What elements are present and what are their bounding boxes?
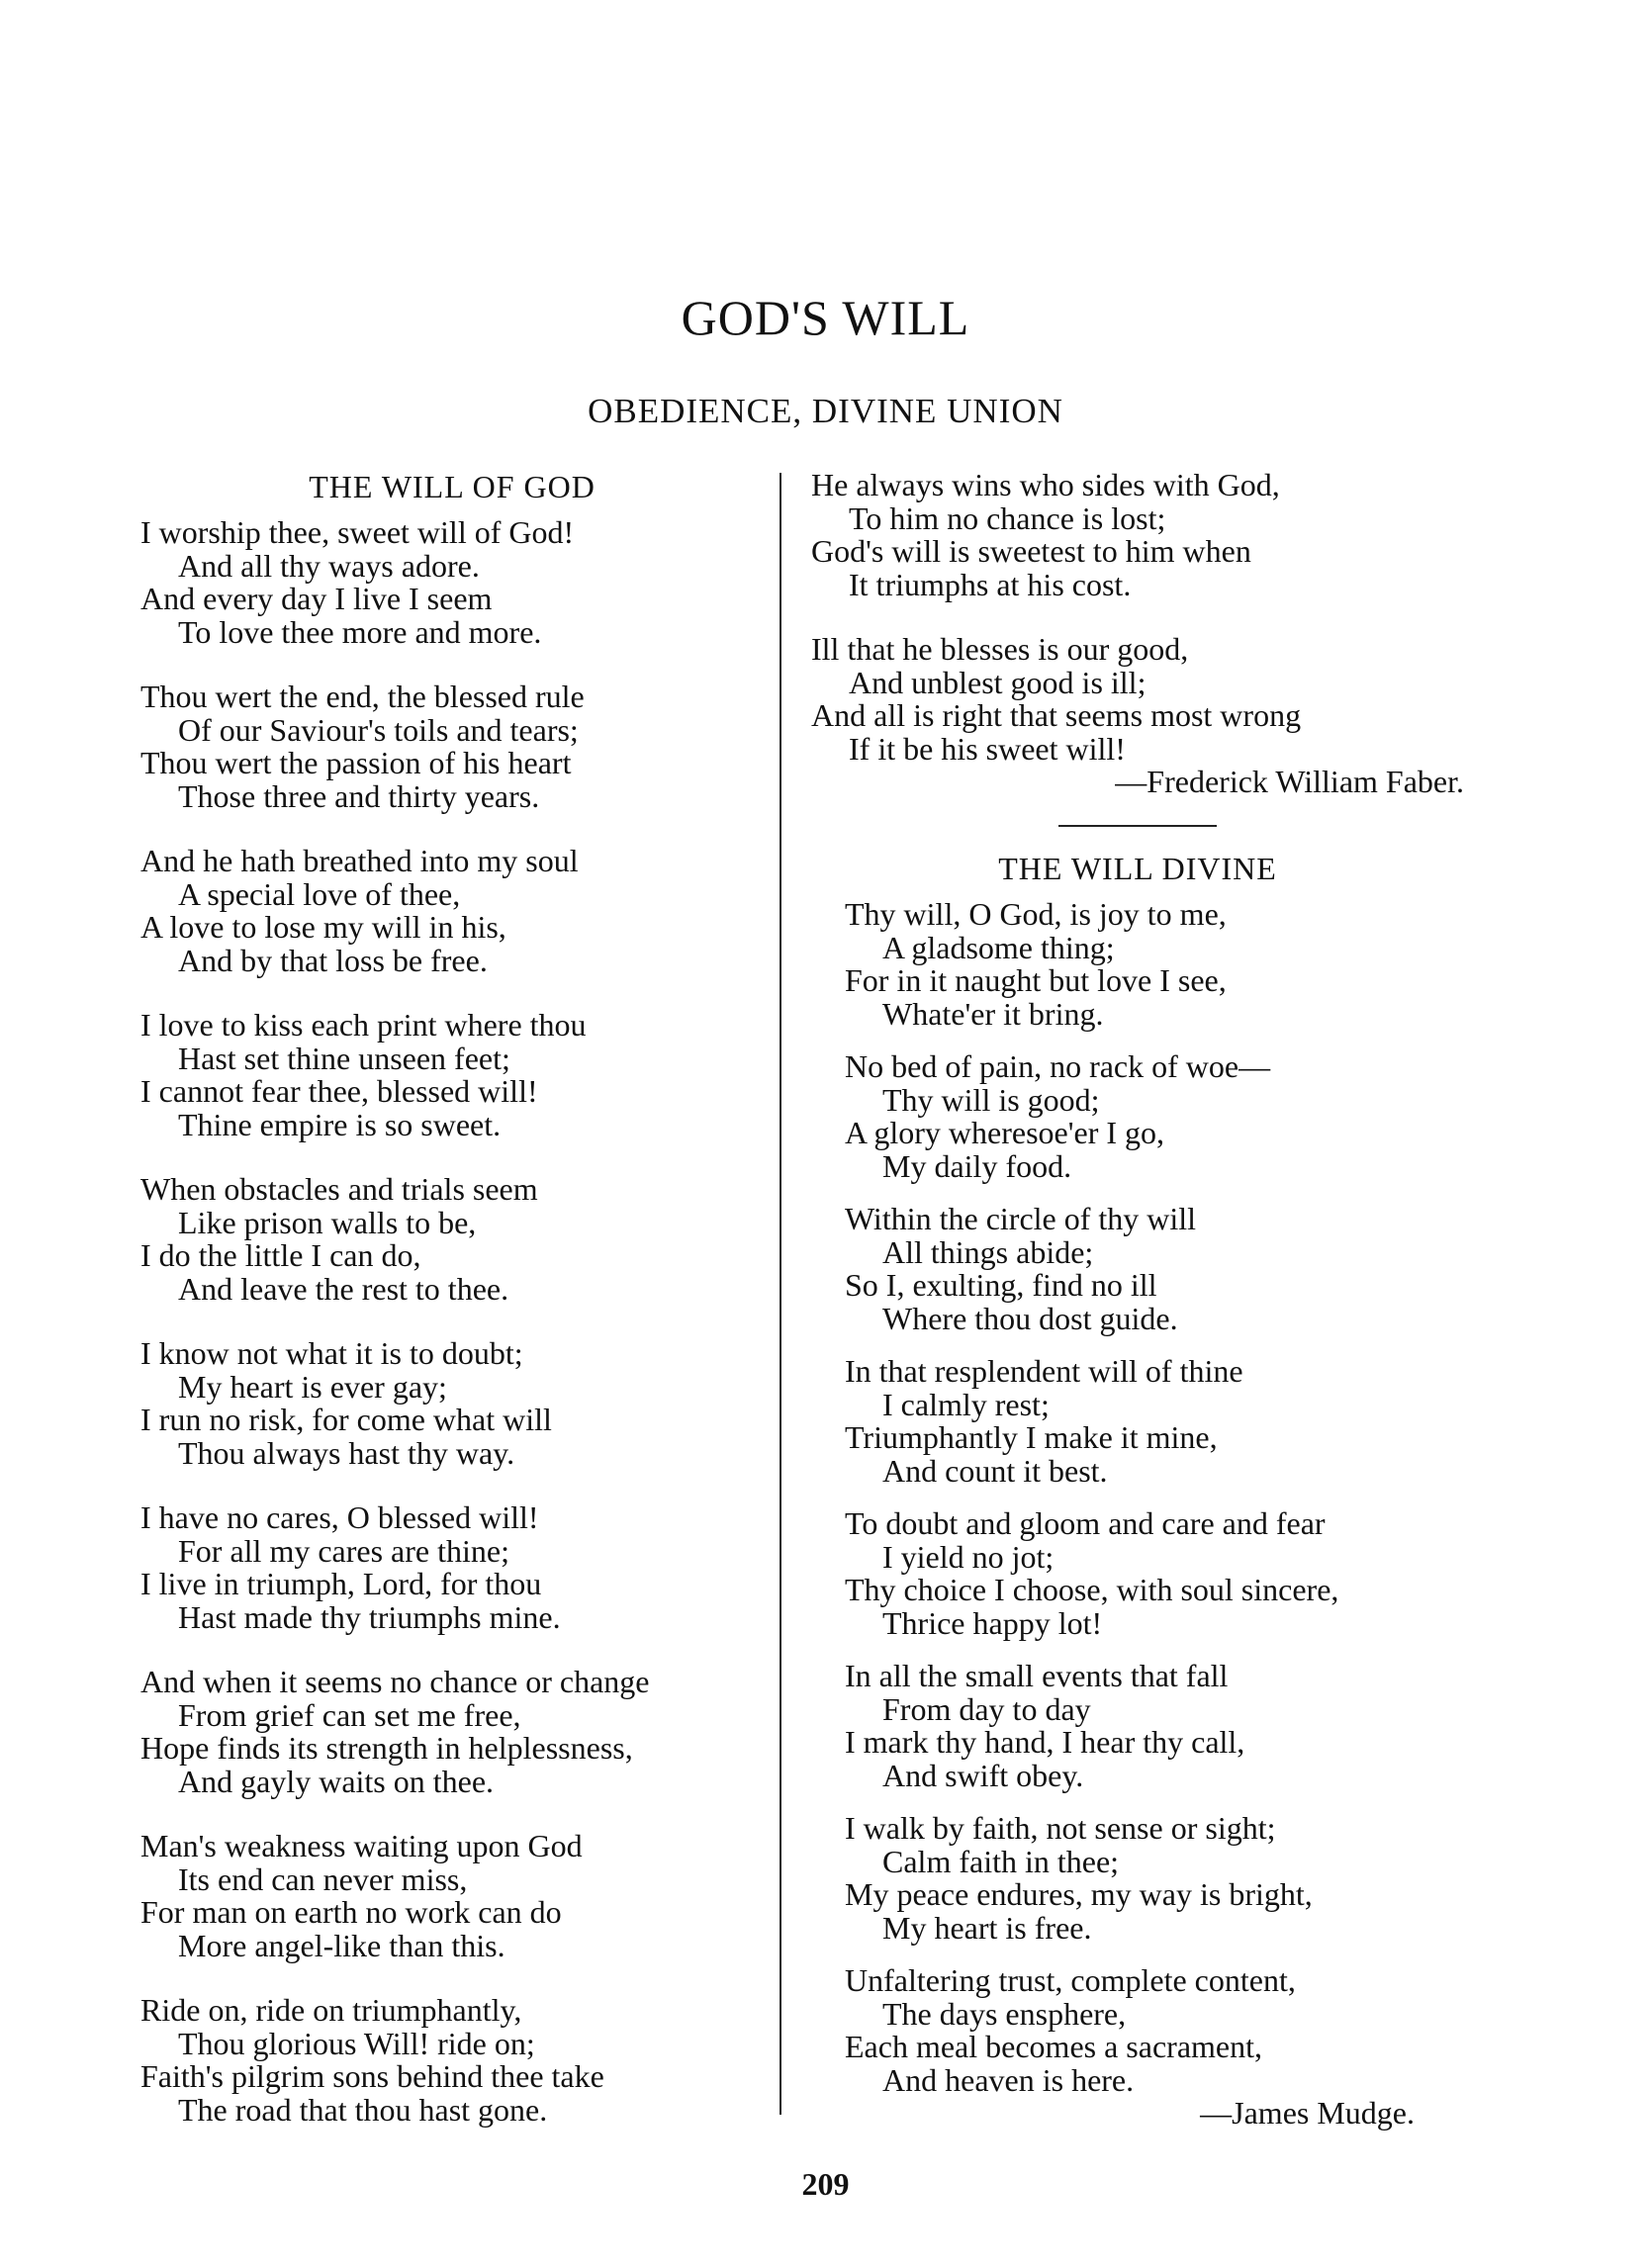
poem-body [811, 898, 1464, 2097]
verse-line: Where thou dost guide. [882, 1300, 1178, 1336]
verse-line: Hope finds its strength in helplessness, [140, 1730, 633, 1766]
verse-line: Within the circle of thy will [845, 1201, 1197, 1236]
verse-line: And he hath breathed into my soul [140, 843, 579, 878]
verse-line: Hast made thy triumphs mine. [178, 1598, 561, 1635]
section-rule [1058, 825, 1217, 827]
verse-line: And gayly waits on thee. [178, 1763, 495, 1799]
verse-line: God's will is sweetest to him when [811, 533, 1251, 569]
stanza [845, 1660, 1464, 1792]
stanza [140, 845, 764, 977]
verse-line: I run no risk, for come what will [140, 1402, 552, 1437]
poem-author: —Frederick William Faber. [1115, 764, 1464, 799]
verse-line: And unblest good is ill; [849, 664, 1147, 700]
stanza [140, 1994, 764, 2127]
verse-line: To him no chance is lost; [849, 499, 1166, 536]
stanza [140, 516, 764, 649]
verse-line: Thou wert the end, the blessed rule [140, 679, 585, 714]
verse-line: In that resplendent will of thine [845, 1353, 1243, 1389]
verse-line: To love thee more and more. [178, 613, 542, 650]
stanza [140, 1337, 764, 1470]
verse-line: The days ensphere, [882, 1995, 1127, 2032]
verse-line: And when it seems no chance or change [140, 1664, 650, 1699]
verse-line: I know not what it is to doubt; [140, 1335, 523, 1371]
stanza [811, 633, 1464, 766]
poem-title: THE WILL DIVINE [998, 851, 1277, 886]
verse-line: A love to lose my will in his, [140, 909, 506, 945]
verse-line: He always wins who sides with God, [811, 467, 1280, 502]
verse-line: And swift obey. [882, 1757, 1084, 1793]
verse-line: Thy will, O God, is joy to me, [845, 896, 1227, 932]
verse-line: Whate'er it bring. [882, 995, 1104, 1032]
verse-line: Thy will is good; [882, 1081, 1100, 1118]
verse-line: In all the small events that fall [845, 1658, 1229, 1693]
verse-line: For man on earth no work can do [140, 1894, 562, 1930]
verse-line: I calmly rest; [882, 1386, 1050, 1422]
verse-line: And leave the rest to thee. [178, 1270, 509, 1307]
verse-line: From day to day [882, 1690, 1091, 1727]
verse-line: And all thy ways adore. [178, 547, 480, 584]
page-number: 209 [801, 2166, 850, 2202]
verse-line: Thou wert the passion of his heart [140, 745, 572, 780]
verse-line: I love to kiss each print where thou [140, 1007, 587, 1043]
verse-line: Each meal becomes a sacrament, [845, 2029, 1262, 2064]
stanza [845, 1050, 1464, 1183]
verse-line: Ride on, ride on triumphantly, [140, 1992, 522, 2028]
verse-line: All things abide; [882, 1233, 1094, 1270]
verse-line: For in it naught but love I see, [845, 962, 1227, 998]
verse-line: I have no cares, O blessed will! [140, 1499, 539, 1535]
verse-line: My peace endures, my way is bright, [845, 1876, 1313, 1912]
verse-line: My heart is free. [882, 1909, 1092, 1946]
verse-line: Thou glorious Will! ride on; [178, 2025, 535, 2061]
verse-line: My heart is ever gay; [178, 1368, 447, 1405]
verse-line: A glory wheresoe'er I go, [845, 1115, 1164, 1150]
verse-line: Calm faith in thee; [882, 1843, 1120, 1879]
verse-line: And every day I live I seem [140, 581, 493, 616]
verse-line: Its end can never miss, [178, 1860, 468, 1897]
verse-line: Thou always hast thy way. [178, 1434, 515, 1471]
left-column [140, 469, 764, 2158]
verse-line: I live in triumph, Lord, for thou [140, 1566, 542, 1601]
verse-line: Thrice happy lot! [882, 1604, 1103, 1641]
page-title: GOD'S WILL [681, 290, 970, 345]
stanza [140, 1501, 764, 1634]
verse-line: I mark thy hand, I hear thy call, [845, 1724, 1245, 1760]
verse-line: More angel-like than this. [178, 1927, 505, 1963]
verse-line: I yield no jot; [882, 1538, 1055, 1575]
stanza [845, 898, 1464, 1031]
verse-line: When obstacles and trials seem [140, 1171, 538, 1207]
verse-line: If it be his sweet will! [849, 730, 1126, 767]
stanza [845, 1812, 1464, 1945]
verse-line: I cannot fear thee, blessed will! [140, 1073, 538, 1109]
verse-line: Ill that he blesses is our good, [811, 631, 1189, 667]
verse-line: Of our Saviour's toils and tears; [178, 711, 579, 748]
stanza [140, 1009, 764, 1141]
page-subtitle: OBEDIENCE, DIVINE UNION [588, 392, 1063, 430]
right-column [811, 469, 1464, 2131]
verse-line: From grief can set me free, [178, 1696, 521, 1733]
verse-line: To doubt and gloom and care and fear [845, 1505, 1326, 1541]
verse-line: And count it best. [882, 1452, 1108, 1489]
verse-line: No bed of pain, no rack of woe— [845, 1048, 1271, 1084]
verse-line: Those three and thirty years. [178, 777, 540, 814]
stanza [845, 1964, 1464, 2097]
verse-line: Like prison walls to be, [178, 1204, 477, 1240]
verse-line: I walk by faith, not sense or sight; [845, 1810, 1276, 1846]
verse-line: The road that thou hast gone. [178, 2091, 548, 2128]
verse-line: A gladsome thing; [882, 929, 1115, 965]
poem-author: —James Mudge. [1200, 2095, 1415, 2131]
verse-line: So I, exulting, find no ill [845, 1267, 1157, 1303]
stanza [140, 1666, 764, 1798]
verse-line: Thine empire is so sweet. [178, 1106, 502, 1142]
verse-line: Unfaltering trust, complete content, [845, 1962, 1296, 1998]
verse-line: I do the little I can do, [140, 1237, 421, 1273]
verse-line: For all my cares are thine; [178, 1532, 509, 1569]
verse-line: I worship thee, sweet will of God! [140, 514, 575, 550]
verse-line: And by that loss be free. [178, 942, 488, 978]
stanza [845, 1507, 1464, 1640]
verse-line: Thy choice I choose, with soul sincere, [845, 1572, 1339, 1607]
verse-line: Hast set thine unseen feet; [178, 1040, 510, 1076]
verse-line: Faith's pilgrim sons behind thee take [140, 2058, 604, 2094]
verse-line: Triumphantly I make it mine, [845, 1419, 1218, 1455]
stanza [845, 1355, 1464, 1488]
verse-line: Man's weakness waiting upon God [140, 1828, 583, 1863]
verse-line: And heaven is here. [882, 2061, 1135, 2098]
stanza [140, 1830, 764, 1962]
verse-line: My daily food. [882, 1147, 1072, 1184]
stanza [140, 680, 764, 813]
stanza [845, 1203, 1464, 1335]
poem-title: THE WILL OF GOD [309, 469, 596, 504]
verse-line: And all is right that seems most wrong [811, 697, 1302, 733]
verse-line: A special love of thee, [178, 875, 461, 912]
stanza [811, 469, 1464, 601]
stanza [140, 1173, 764, 1306]
column-divider [780, 473, 781, 2115]
verse-line: It triumphs at his cost. [849, 566, 1132, 602]
